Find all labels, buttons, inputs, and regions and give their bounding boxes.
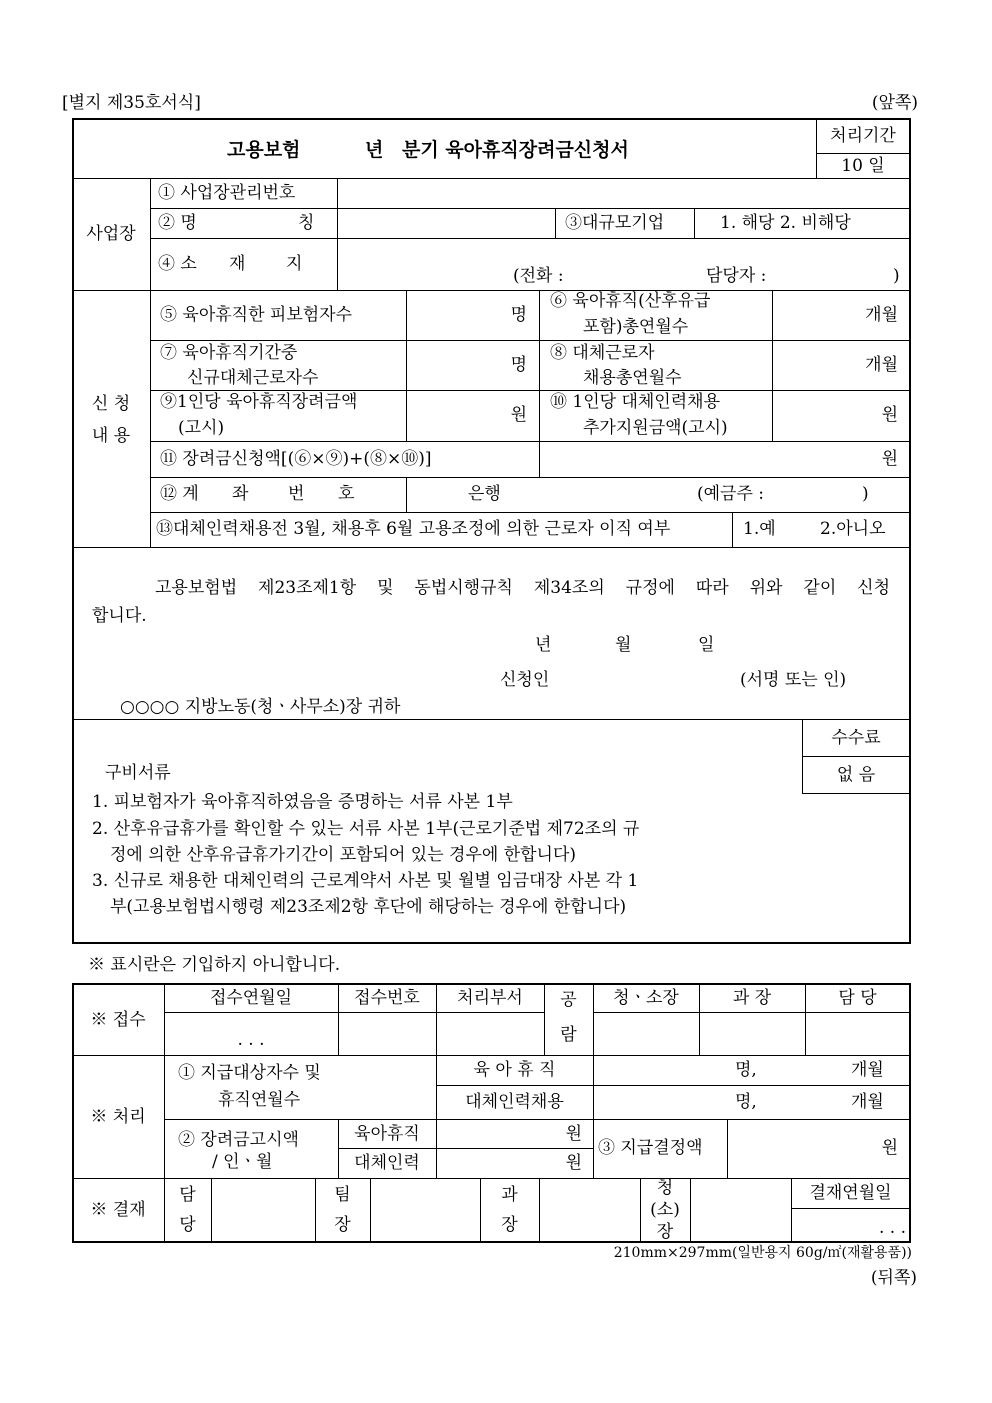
applicant-label: 신청인	[500, 670, 550, 690]
item6-field[interactable]	[773, 291, 853, 340]
large-company-options[interactable]: 1. 해당 2. 비해당	[720, 213, 851, 233]
receipt-date-header: 접수연월일	[209, 988, 293, 1008]
item11-label: ⑪ 장려금신청액[(⑥×⑨)+(⑧×⑩)]	[160, 449, 432, 469]
item8-label: ⑧ 대체근로자	[550, 343, 655, 363]
item5-field[interactable]	[407, 291, 507, 340]
processing-item2-label-2: / 인ㆍ월	[212, 1152, 273, 1172]
form-number: [별지 제35호서식]	[62, 93, 201, 113]
item9-unit: 원	[510, 405, 527, 425]
grid-line	[72, 719, 910, 720]
phone-label: (전화 :	[513, 266, 564, 286]
application-section-label: 신 청	[91, 394, 131, 414]
grid-line	[436, 983, 437, 1178]
receipt-label: ※ 접수	[90, 1010, 146, 1030]
workplace-section-label: 사업장	[86, 224, 136, 244]
section-chief-header: 과 장	[732, 988, 772, 1008]
required-document-item-cont: 정에 의한 산후유급휴가기간이 포함되어 있는 경우에 한합니다)	[110, 845, 577, 865]
paper-spec: 210mm×297mm(일반용지 60g/㎡(재활용품))	[613, 1245, 912, 1261]
replacement-hire-label: 대체인력채용	[465, 1092, 564, 1112]
item10-field[interactable]	[773, 391, 853, 441]
item12-label: ⑫ 계	[160, 484, 199, 504]
page-side-front: (앞쪽)	[871, 93, 918, 113]
grid-line	[436, 1085, 910, 1086]
grid-line	[802, 793, 910, 794]
grid-line	[211, 1178, 212, 1242]
receipt-date-value: . . .	[237, 1030, 265, 1050]
grid-line	[593, 983, 594, 1178]
item13-label: ⑬대체인력채용전 3월, 채용후 6월 고용조정에 의한 근로자 이직 여부	[156, 519, 671, 539]
months-unit: 개월	[851, 1060, 884, 1080]
item10-unit: 원	[881, 405, 898, 425]
grid-line	[164, 1119, 910, 1120]
address-label-end: 지	[286, 254, 303, 274]
office-use-table	[72, 983, 911, 1243]
item7-unit: 명	[510, 355, 527, 375]
grid-line	[690, 1178, 691, 1242]
item5-label: ⑤ 육아휴직한 피보험자수	[160, 305, 353, 325]
grid-line	[694, 208, 695, 238]
grid-line	[539, 1178, 540, 1242]
won-unit: 원	[565, 1153, 582, 1173]
bank-name-field[interactable]	[407, 478, 465, 512]
address-label-mid: 재	[229, 254, 246, 274]
item11-field[interactable]	[540, 442, 880, 477]
grid-line	[72, 547, 910, 548]
item7-field[interactable]	[407, 341, 507, 390]
company-name-field[interactable]	[338, 209, 554, 238]
circulation-label: 공	[560, 990, 577, 1010]
item10-label-line2: 추가지원금액(고시)	[583, 418, 728, 438]
management-number-field[interactable]	[338, 179, 910, 208]
staff-header: 담 당	[838, 988, 877, 1008]
page-side-back: (뒤쪽)	[870, 1268, 917, 1288]
address-field[interactable]	[338, 239, 910, 267]
item7-label: ⑦ 육아휴직기간중	[160, 343, 298, 363]
receipt-number-header: 접수번호	[354, 988, 420, 1008]
approval-date-label: 결재연월일	[809, 1183, 892, 1203]
item6-label-line2: 포함)총연월수	[583, 317, 689, 337]
persons-unit: 명,	[735, 1060, 757, 1080]
processing-dept-header: 처리부서	[457, 988, 523, 1008]
rate-replacement-label: 대체인력	[354, 1153, 420, 1173]
grid-line	[732, 512, 733, 547]
address-label: ④ 소	[158, 254, 197, 274]
company-name-label-end: 칭	[298, 213, 315, 233]
persons-unit: 명,	[735, 1092, 757, 1112]
item7-label-line2: 신규대체근로자수	[187, 368, 319, 388]
grid-line	[72, 1055, 910, 1056]
won-unit: 원	[881, 1138, 898, 1158]
grid-line	[727, 1119, 728, 1178]
grid-line	[816, 153, 910, 154]
applicant-field[interactable]	[565, 665, 735, 693]
approval-role-chief-3: 장	[656, 1222, 674, 1242]
item11-unit: 원	[881, 449, 898, 469]
management-number-label: ① 사업장관리번호	[158, 183, 296, 203]
close-paren: )	[862, 484, 869, 504]
contact-person-label: 담당자 :	[706, 266, 767, 286]
application-section-label-line2: 내 용	[91, 426, 131, 446]
approval-role-staff: 담	[179, 1185, 196, 1205]
item6-unit: 개월	[865, 305, 898, 325]
phone-field[interactable]	[580, 266, 700, 288]
item9-label: ⑨1인당 육아휴직장려금액	[160, 392, 358, 412]
processing-item1-label: ① 지급대상자수 및	[178, 1063, 321, 1083]
close-paren: )	[893, 266, 900, 286]
grid-line	[370, 1178, 371, 1242]
item13-option-yes[interactable]: 1.예	[743, 519, 776, 539]
office-use-note: ※ 표시란은 기입하지 아니합니다.	[88, 955, 341, 975]
title-year: 년	[365, 139, 384, 161]
payment-decision-label: ③ 지급결정액	[598, 1138, 703, 1158]
signature-label: (서명 또는 인)	[740, 670, 847, 690]
processing-label: ※ 처리	[90, 1107, 146, 1127]
grid-line	[802, 756, 910, 757]
fee-label: 수수료	[831, 728, 881, 748]
approval-role-section-chief: 과	[501, 1185, 518, 1205]
approval-role-team-lead: 팀	[334, 1185, 351, 1205]
declaration-statement: 고용보험법 제23조제1항 및 동법시행규칙 제34조의 규정에 따라 위와 같이 신청	[155, 578, 890, 598]
circulation-label-2: 람	[560, 1025, 577, 1045]
account-holder-field[interactable]	[790, 478, 860, 512]
contact-person-field[interactable]	[790, 266, 890, 288]
item8-field[interactable]	[773, 341, 853, 390]
required-document-item-cont: 부(고용보험법시행령 제23조제2항 후단에 해당하는 경우에 한합니다)	[110, 897, 627, 917]
processing-period-label: 처리기간	[830, 126, 896, 146]
grid-line	[791, 1208, 910, 1209]
processing-item1-label-2: 휴직연월수	[218, 1090, 301, 1110]
grid-line	[164, 1012, 544, 1013]
grid-line	[150, 512, 910, 513]
item12-label-4: 호	[338, 484, 355, 504]
grid-line	[593, 1012, 910, 1013]
account-holder-label: (예금주 :	[697, 484, 765, 504]
childcare-leave-label: 육 아 휴 직	[473, 1060, 556, 1080]
item9-field[interactable]	[407, 391, 507, 441]
item6-label: ⑥ 육아휴직(산후유급	[550, 291, 711, 311]
fee-value: 없 음	[836, 765, 876, 785]
item8-unit: 개월	[865, 355, 898, 375]
approval-date-value: . . .	[878, 1218, 906, 1238]
approval-role-chief-2: (소)	[650, 1200, 680, 1220]
item9-label-line2: (고시)	[178, 418, 225, 438]
title-insurance: 고용보험	[227, 139, 301, 161]
addressee: ○○○○ 지방노동(청ㆍ사무소)장 귀하	[120, 697, 401, 717]
grid-line	[72, 1178, 910, 1179]
processing-item2-label: ② 장려금고시액	[178, 1130, 299, 1150]
item13-option-no[interactable]: 2.아니오	[820, 519, 886, 539]
months-unit: 개월	[851, 1092, 884, 1112]
grid-line	[555, 208, 556, 238]
required-documents-title: 구비서류	[105, 763, 171, 783]
company-name-label: ② 명	[158, 213, 197, 233]
account-number-field[interactable]	[510, 478, 695, 512]
item10-label: ⑩ 1인당 대체인력채용	[550, 392, 720, 412]
required-document-item: 3. 신규로 채용한 대체인력의 근로계약서 사본 및 월별 임금대장 사본 각 1	[92, 871, 639, 891]
approval-role-section-chief-2: 장	[501, 1215, 518, 1235]
required-document-item: 1. 피보험자가 육아휴직하였음을 증명하는 서류 사본 1부	[92, 792, 513, 812]
grid-line	[338, 1148, 593, 1149]
approval-role-chief: 청	[656, 1178, 674, 1198]
item8-label-line2: 채용총연월수	[583, 368, 682, 388]
page-title: 분기 육아휴직장려금신청서	[402, 139, 629, 161]
date-month-label: 월	[615, 635, 632, 655]
year-field[interactable]	[318, 135, 362, 165]
processing-period-value: 10 일	[841, 156, 885, 176]
item12-label-3: 번	[288, 484, 305, 504]
large-company-label: ③대규모기업	[565, 213, 665, 233]
grid-line	[150, 178, 151, 547]
required-document-item: 2. 산후유급휴가를 확인할 수 있는 서류 사본 1부(근로기준법 제72조의 규	[92, 819, 640, 839]
won-unit: 원	[565, 1124, 582, 1144]
date-day-label: 일	[698, 635, 715, 655]
bank-label: 은행	[468, 484, 501, 504]
rate-childcare-label: 육아휴직	[354, 1124, 420, 1144]
item12-label-2: 좌	[232, 484, 249, 504]
approval-role-team-lead-2: 장	[334, 1215, 351, 1235]
date-year-label: 년	[535, 635, 552, 655]
approval-role-staff-2: 당	[179, 1215, 196, 1235]
quarter-field[interactable]	[386, 135, 402, 165]
declaration-statement-line2: 합니다.	[92, 606, 147, 626]
item5-unit: 명	[510, 305, 527, 325]
chief-header: 청ㆍ소장	[613, 988, 679, 1008]
approval-label: ※ 결재	[90, 1200, 146, 1220]
